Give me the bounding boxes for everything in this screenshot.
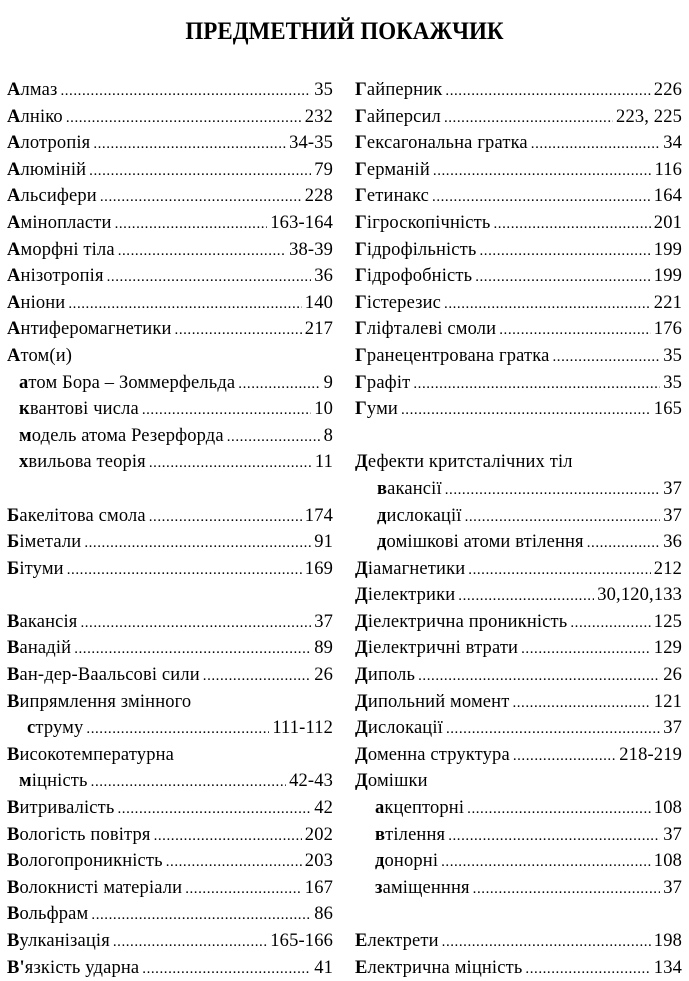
index-entry bbox=[355, 183, 682, 210]
entry-term: Амінопласти bbox=[7, 212, 112, 233]
entry-term: Біметали bbox=[7, 532, 82, 553]
entry-pages: 89 bbox=[314, 638, 333, 659]
dot-leader bbox=[444, 104, 613, 131]
index-entry bbox=[7, 290, 333, 317]
entry-pages: 10 bbox=[314, 399, 333, 420]
entry-term: Гайперсил bbox=[355, 106, 441, 127]
index-subentry bbox=[355, 503, 682, 530]
index-entry bbox=[7, 875, 333, 902]
entry-pages: 212 bbox=[653, 558, 682, 579]
entry-term: Ван-дер-Ваальсові сили bbox=[7, 665, 200, 686]
dot-leader bbox=[512, 689, 650, 716]
entry-pages: 34 bbox=[663, 133, 682, 154]
entry-term: домішкові атоми втілення bbox=[377, 532, 584, 553]
entry-pages: 79 bbox=[314, 159, 333, 180]
index-entry bbox=[7, 503, 333, 530]
index-entry bbox=[7, 183, 333, 210]
entry-term: Гістерезис bbox=[355, 292, 442, 313]
dot-leader bbox=[531, 130, 660, 157]
entry-term: Діамагнетики bbox=[355, 558, 466, 579]
index-entry bbox=[7, 263, 333, 290]
dot-leader bbox=[570, 609, 650, 636]
entry-pages: 121 bbox=[653, 691, 682, 712]
section-gap bbox=[7, 582, 333, 609]
dot-leader bbox=[448, 822, 660, 849]
entry-pages: 176 bbox=[653, 319, 682, 340]
index-entry bbox=[7, 157, 333, 184]
entry-pages: 35 bbox=[314, 80, 333, 100]
entry-pages: 111-112 bbox=[272, 718, 333, 739]
index-subentry bbox=[7, 768, 333, 795]
dot-leader bbox=[118, 237, 286, 264]
index-subentry bbox=[355, 795, 682, 822]
index-entry bbox=[7, 609, 333, 636]
entry-term: Гетинакс bbox=[355, 186, 430, 207]
entry-term: Гідрофобність bbox=[355, 266, 473, 287]
dot-leader bbox=[86, 715, 269, 742]
dot-leader bbox=[80, 609, 311, 636]
dot-leader bbox=[93, 130, 286, 157]
entry-term: Антиферомагнетики bbox=[7, 319, 172, 340]
dot-leader bbox=[442, 928, 651, 955]
entry-term: Анізотропія bbox=[7, 266, 104, 287]
entry-term: Аморфні тіла bbox=[7, 239, 115, 260]
index-entry bbox=[7, 104, 333, 131]
entry-pages: 37 bbox=[663, 478, 682, 499]
entry-term: Бакелітова смола bbox=[7, 505, 146, 526]
entry-term: Альсифери bbox=[7, 186, 97, 207]
index-entry bbox=[355, 370, 682, 397]
entry-term: Алніко bbox=[7, 106, 63, 127]
entry-term: дислокації bbox=[377, 505, 462, 526]
entry-term: Вологопроникність bbox=[7, 851, 163, 872]
dot-leader bbox=[468, 556, 651, 583]
index-entry bbox=[355, 104, 682, 131]
entry-term: Гайперник bbox=[355, 80, 443, 100]
entry-pages: 37 bbox=[314, 611, 333, 632]
entry-pages: 35 bbox=[663, 372, 682, 393]
entry-term: Вакансія bbox=[7, 611, 78, 632]
entry-pages: 228 bbox=[304, 186, 333, 207]
dot-leader bbox=[74, 635, 311, 662]
dot-leader bbox=[84, 529, 311, 556]
dot-leader bbox=[444, 290, 651, 317]
index-entry bbox=[355, 556, 682, 583]
index-entry bbox=[355, 742, 682, 769]
dot-leader bbox=[66, 104, 302, 131]
dot-leader bbox=[227, 423, 321, 450]
entry-pages: 202 bbox=[304, 824, 333, 845]
entry-term: Діелектричні втрати bbox=[355, 638, 519, 659]
entry-term: Високотемпературна bbox=[7, 744, 175, 765]
index-heading bbox=[7, 689, 333, 716]
index-entry bbox=[355, 343, 682, 370]
index-column-right bbox=[355, 77, 682, 981]
dot-leader bbox=[499, 316, 651, 343]
entry-pages: 37 bbox=[663, 877, 682, 898]
dot-leader bbox=[185, 875, 302, 902]
dot-leader bbox=[89, 157, 311, 184]
entry-pages: 8 bbox=[323, 425, 333, 446]
dot-leader bbox=[154, 822, 302, 849]
entry-pages: 199 bbox=[653, 266, 682, 287]
entry-term: квантові числа bbox=[19, 399, 139, 420]
entry-pages: 169 bbox=[304, 558, 333, 579]
entry-term: Гранецентрована гратка bbox=[355, 345, 550, 366]
entry-term: Електрична міцність bbox=[355, 957, 523, 978]
dot-leader bbox=[513, 742, 616, 769]
index-subentry bbox=[355, 529, 682, 556]
entry-term: Дислокації bbox=[355, 718, 443, 739]
index-heading bbox=[355, 768, 682, 795]
index-subentry bbox=[355, 822, 682, 849]
entry-term: вакансії bbox=[377, 478, 442, 499]
dot-leader bbox=[433, 157, 652, 184]
entry-term: Електрети bbox=[355, 931, 439, 951]
index-heading bbox=[7, 742, 333, 769]
dot-leader bbox=[418, 662, 660, 689]
entry-term: Випрямлення змінного bbox=[7, 691, 192, 712]
entry-pages: 163-164 bbox=[270, 212, 333, 233]
entry-pages: 30,120,133 bbox=[597, 585, 682, 606]
entry-pages: 165-166 bbox=[270, 931, 333, 951]
entry-pages: 217 bbox=[304, 319, 333, 340]
index-entry bbox=[355, 396, 682, 423]
index-subentry bbox=[7, 715, 333, 742]
dot-leader bbox=[142, 396, 311, 423]
entry-pages: 116 bbox=[654, 159, 682, 180]
index-subentry bbox=[7, 396, 333, 423]
entry-pages: 134 bbox=[653, 957, 682, 978]
dot-leader bbox=[67, 556, 302, 583]
entry-pages: 203 bbox=[304, 851, 333, 872]
entry-term: Гігроскопічність bbox=[355, 212, 491, 233]
entry-pages: 221 bbox=[653, 292, 682, 313]
entry-pages: 9 bbox=[323, 372, 333, 393]
entry-term: Гуми bbox=[355, 399, 398, 420]
index-entry bbox=[7, 928, 333, 955]
entry-term: Аніони bbox=[7, 292, 66, 313]
entry-pages: 37 bbox=[663, 824, 682, 845]
index-entry bbox=[355, 130, 682, 157]
index-entry bbox=[7, 210, 333, 237]
index-entry bbox=[7, 795, 333, 822]
page-title: ПРЕДМЕТНИЙ ПОКАЖЧИК bbox=[185, 18, 504, 45]
dot-leader bbox=[441, 848, 651, 875]
dot-leader bbox=[166, 848, 302, 875]
entry-pages: 140 bbox=[304, 292, 333, 313]
entry-term: атом Бора – Зоммерфельда bbox=[19, 372, 236, 393]
index-entry bbox=[7, 955, 333, 981]
dot-leader bbox=[525, 955, 650, 981]
entry-term: Германій bbox=[355, 159, 430, 180]
index-entry bbox=[355, 662, 682, 689]
dot-leader bbox=[175, 316, 302, 343]
entry-pages: 129 bbox=[653, 638, 682, 659]
entry-pages: 198 bbox=[653, 931, 682, 951]
entry-pages: 37 bbox=[663, 718, 682, 739]
dot-leader bbox=[521, 635, 651, 662]
index-entry bbox=[355, 210, 682, 237]
entry-pages: 26 bbox=[663, 665, 682, 686]
entry-term: Алюміній bbox=[7, 159, 87, 180]
entry-pages: 108 bbox=[653, 851, 682, 872]
entry-pages: 41 bbox=[314, 957, 333, 978]
entry-term: Вольфрам bbox=[7, 904, 89, 925]
entry-pages: 199 bbox=[653, 239, 682, 260]
entry-pages: 11 bbox=[314, 452, 333, 473]
entry-pages: 91 bbox=[314, 532, 333, 553]
entry-term: Діелектрична проникність bbox=[355, 611, 568, 632]
entry-pages: 108 bbox=[653, 798, 682, 819]
entry-term: хвильова теорія bbox=[19, 452, 146, 473]
entry-pages: 232 bbox=[304, 106, 333, 127]
section-gap bbox=[355, 423, 682, 450]
entry-term: струму bbox=[27, 718, 84, 739]
entry-term: втілення bbox=[375, 824, 446, 845]
index-subentry bbox=[355, 476, 682, 503]
index-entry bbox=[355, 263, 682, 290]
entry-pages: 167 bbox=[304, 877, 333, 898]
dot-leader bbox=[587, 529, 660, 556]
index-entry bbox=[355, 689, 682, 716]
index-entry bbox=[355, 928, 682, 955]
dot-leader bbox=[552, 343, 660, 370]
dot-leader bbox=[115, 210, 268, 237]
entry-term: Доменна структура bbox=[355, 744, 510, 765]
dot-leader bbox=[413, 370, 660, 397]
index-heading bbox=[7, 343, 333, 370]
index-column-left bbox=[7, 77, 333, 981]
index-entry bbox=[355, 157, 682, 184]
index-subentry bbox=[7, 449, 333, 476]
entry-term: акцепторні bbox=[375, 798, 465, 819]
entry-pages: 218-219 bbox=[619, 744, 682, 765]
entry-term: Диполь bbox=[355, 665, 416, 686]
dot-leader bbox=[401, 396, 651, 423]
dot-leader bbox=[60, 77, 311, 104]
dot-leader bbox=[473, 875, 661, 902]
index-subentry bbox=[355, 875, 682, 902]
entry-pages: 36 bbox=[663, 532, 682, 553]
entry-term: Гідрофільність bbox=[355, 239, 477, 260]
entry-pages: 37 bbox=[663, 505, 682, 526]
dot-leader bbox=[432, 183, 651, 210]
index-entry bbox=[7, 556, 333, 583]
index-entry bbox=[355, 77, 682, 104]
dot-leader bbox=[91, 768, 286, 795]
entry-term: Графіт bbox=[355, 372, 411, 393]
index-entry bbox=[7, 822, 333, 849]
index-entry bbox=[355, 609, 682, 636]
entry-term: модель атома Резерфорда bbox=[19, 425, 224, 446]
entry-term: Бітуми bbox=[7, 558, 64, 579]
entry-pages: 164 bbox=[653, 186, 682, 207]
index-entry bbox=[7, 316, 333, 343]
entry-pages: 223, 225 bbox=[616, 106, 682, 127]
dot-leader bbox=[203, 662, 311, 689]
entry-pages: 26 bbox=[314, 665, 333, 686]
entry-term: Гліфталеві смоли bbox=[355, 319, 497, 340]
entry-pages: 174 bbox=[304, 505, 333, 526]
entry-term: міцність bbox=[19, 771, 88, 792]
index-heading bbox=[355, 449, 682, 476]
index-entry bbox=[7, 237, 333, 264]
index-entry bbox=[7, 901, 333, 928]
entry-term: Вологість повітря bbox=[7, 824, 151, 845]
section-gap bbox=[355, 901, 682, 928]
dot-leader bbox=[91, 901, 311, 928]
index-entry bbox=[7, 77, 333, 104]
entry-term: Дипольний момент bbox=[355, 691, 510, 712]
entry-term: В'язкість ударна bbox=[7, 957, 140, 978]
index-entry bbox=[355, 635, 682, 662]
entry-pages: 34-35 bbox=[289, 133, 333, 154]
entry-term: Дефекти критсталічних тіл bbox=[355, 452, 573, 473]
entry-term: Вулканізація bbox=[7, 931, 110, 951]
entry-term: донорні bbox=[375, 851, 439, 872]
index-subentry bbox=[7, 423, 333, 450]
entry-pages: 226 bbox=[653, 80, 682, 100]
entry-pages: 86 bbox=[314, 904, 333, 925]
entry-pages: 165 bbox=[653, 399, 682, 420]
section-gap bbox=[7, 476, 333, 503]
entry-term: Гексагональна гратка bbox=[355, 133, 528, 154]
index-entry bbox=[7, 635, 333, 662]
dot-leader bbox=[113, 928, 267, 955]
dot-leader bbox=[467, 795, 651, 822]
entry-term: Діелектрики bbox=[355, 585, 456, 606]
dot-leader bbox=[149, 449, 312, 476]
entry-term: Алмаз bbox=[7, 80, 58, 100]
entry-pages: 201 bbox=[653, 212, 682, 233]
dot-leader bbox=[445, 476, 660, 503]
dot-leader bbox=[458, 582, 594, 609]
index-entry bbox=[7, 662, 333, 689]
index-entry bbox=[355, 316, 682, 343]
entry-pages: 35 bbox=[663, 345, 682, 366]
index-entry bbox=[355, 582, 682, 609]
dot-leader bbox=[100, 183, 302, 210]
entry-term: Домішки bbox=[355, 771, 428, 792]
entry-term: Атом(и) bbox=[7, 345, 73, 366]
dot-leader bbox=[238, 370, 320, 397]
dot-leader bbox=[445, 77, 650, 104]
index-subentry bbox=[7, 370, 333, 397]
index-entry bbox=[7, 130, 333, 157]
index-subentry bbox=[355, 848, 682, 875]
index-entry bbox=[7, 529, 333, 556]
dot-leader bbox=[68, 290, 301, 317]
dot-leader bbox=[475, 263, 651, 290]
entry-pages: 125 bbox=[653, 611, 682, 632]
index-entry bbox=[355, 290, 682, 317]
entry-term: заміщенння bbox=[375, 877, 470, 898]
dot-leader bbox=[446, 715, 660, 742]
dot-leader bbox=[142, 955, 311, 981]
index-entry bbox=[355, 237, 682, 264]
entry-pages: 42-43 bbox=[289, 771, 333, 792]
entry-term: Ванадій bbox=[7, 638, 72, 659]
index-entry bbox=[7, 848, 333, 875]
entry-pages: 38-39 bbox=[289, 239, 333, 260]
entry-pages: 36 bbox=[314, 266, 333, 287]
dot-leader bbox=[117, 795, 311, 822]
dot-leader bbox=[107, 263, 312, 290]
dot-leader bbox=[149, 503, 302, 530]
dot-leader bbox=[465, 503, 661, 530]
entry-pages: 42 bbox=[314, 798, 333, 819]
index-entry bbox=[355, 715, 682, 742]
index-entry bbox=[355, 955, 682, 981]
dot-leader bbox=[494, 210, 651, 237]
entry-term: Волокнисті матеріали bbox=[7, 877, 183, 898]
dot-leader bbox=[480, 237, 651, 264]
entry-term: Витривалість bbox=[7, 798, 115, 819]
entry-term: Алотропія bbox=[7, 133, 91, 154]
